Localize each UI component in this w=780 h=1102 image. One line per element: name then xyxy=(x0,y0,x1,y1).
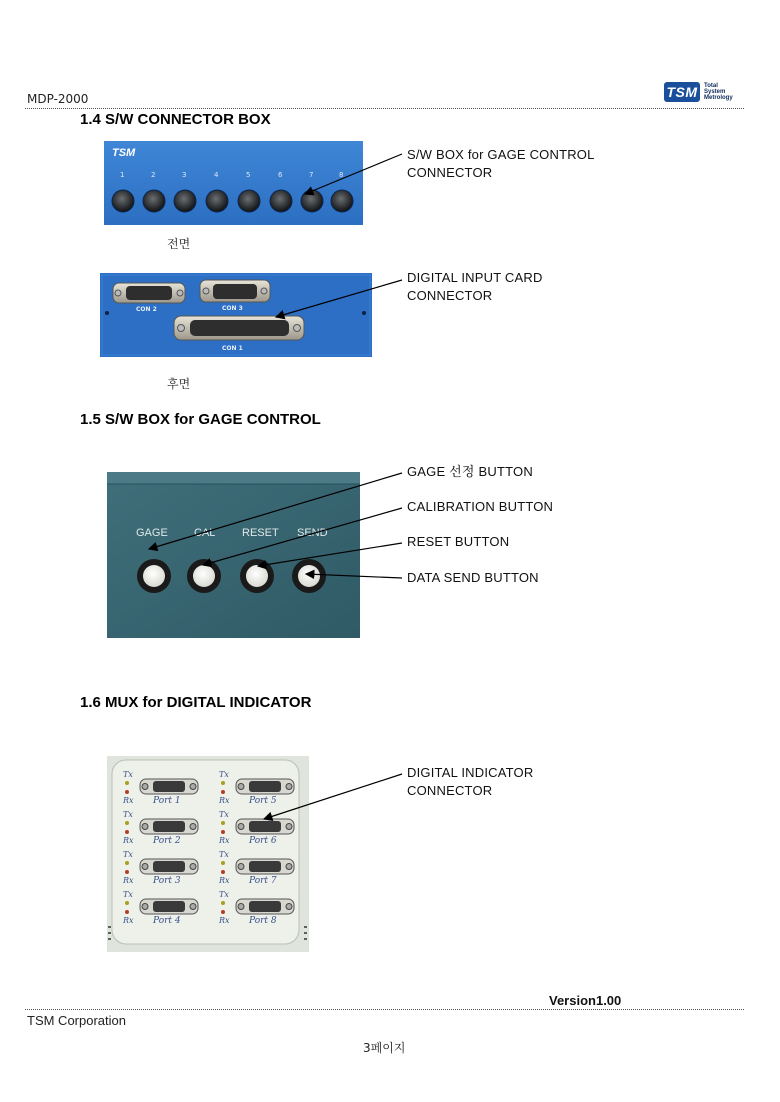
arrow-gage xyxy=(149,473,402,549)
port-label: Port 7 xyxy=(249,876,277,886)
gage-select-callout: GAGE 선정 BUTTON xyxy=(407,464,533,479)
rx-label: Rx xyxy=(219,796,230,805)
rx-label: Rx xyxy=(123,876,134,885)
version-label: Version1.00 xyxy=(549,993,622,1008)
port-label: Port 3 xyxy=(153,876,181,886)
port-number-6: 6 xyxy=(278,171,283,179)
front-panel-logo: TSM xyxy=(112,147,136,159)
calibration-callout: CALIBRATION BUTTON xyxy=(407,499,554,514)
rx-label: Rx xyxy=(219,876,230,885)
section-1-6-title: 1.6 MUX for DIGITAL INDICATOR xyxy=(80,694,312,711)
rx-label: Rx xyxy=(219,916,230,925)
con2-label: CON 2 xyxy=(136,306,157,313)
arrow-reset xyxy=(258,543,402,566)
port-number-2: 2 xyxy=(151,171,156,179)
port-number-7: 7 xyxy=(309,171,314,179)
tx-label: Tx xyxy=(219,850,229,859)
logo-text-total: Total xyxy=(704,83,718,89)
page-number: 3페이지 xyxy=(363,1041,406,1055)
arrow-cal xyxy=(203,508,402,565)
front-caption: 전면 xyxy=(167,237,191,251)
tx-label: Tx xyxy=(123,810,133,819)
port-label: Port 4 xyxy=(153,916,181,926)
port-number-1: 1 xyxy=(120,171,125,179)
document-title: MDP-2000 xyxy=(27,92,89,106)
send-button-label: SEND xyxy=(297,527,328,539)
arrow-send xyxy=(306,574,402,578)
section-1-4-title: 1.4 S/W CONNECTOR BOX xyxy=(80,111,271,128)
cal-button-label: CAL xyxy=(194,527,216,539)
tx-label: Tx xyxy=(123,890,133,899)
arrow-digital-indicator xyxy=(264,774,402,819)
company-name: TSM Corporation xyxy=(27,1013,126,1028)
port-label: Port 6 xyxy=(249,836,277,846)
tx-label: Tx xyxy=(219,890,229,899)
section-1-5-title: 1.5 S/W BOX for GAGE CONTROL xyxy=(80,411,321,428)
tx-label: Tx xyxy=(123,850,133,859)
tsm-logo-mark: TSM xyxy=(664,82,700,102)
logo-text-system: System xyxy=(704,89,726,95)
port-number-4: 4 xyxy=(214,171,219,179)
gage-button-label: GAGE xyxy=(136,527,168,539)
con3-label: CON 3 xyxy=(222,305,243,312)
sw-box-callout: S/W BOX for GAGE CONTROL CONNECTOR xyxy=(407,147,595,180)
footer-rule xyxy=(25,1009,744,1010)
port-number-3: 3 xyxy=(182,171,187,179)
port-label: Port 8 xyxy=(249,916,277,926)
port-label: Port 1 xyxy=(153,796,181,806)
rx-label: Rx xyxy=(123,796,134,805)
rear-caption: 후면 xyxy=(167,377,191,391)
rx-label: Rx xyxy=(123,836,134,845)
con1-label: CON 1 xyxy=(222,345,243,352)
tx-label: Tx xyxy=(219,810,229,819)
rx-label: Rx xyxy=(219,836,230,845)
tx-label: Tx xyxy=(219,770,229,779)
tx-label: Tx xyxy=(123,770,133,779)
logo-text-metrology: Metrology xyxy=(704,95,733,101)
arrow-digital-input xyxy=(276,280,402,317)
port-label: Port 2 xyxy=(153,836,181,846)
data-send-callout: DATA SEND BUTTON xyxy=(407,570,539,585)
port-number-8: 8 xyxy=(339,171,344,179)
rx-label: Rx xyxy=(123,916,134,925)
reset-callout: RESET BUTTON xyxy=(407,534,510,549)
port-label: Port 5 xyxy=(249,796,277,806)
digital-indicator-callout: DIGITAL INDICATOR CONNECTOR xyxy=(407,765,534,798)
arrow-sw-box xyxy=(305,154,402,194)
port-number-5: 5 xyxy=(246,171,251,179)
reset-button-label: RESET xyxy=(242,527,279,539)
digital-input-callout: DIGITAL INPUT CARD CONNECTOR xyxy=(407,270,543,303)
